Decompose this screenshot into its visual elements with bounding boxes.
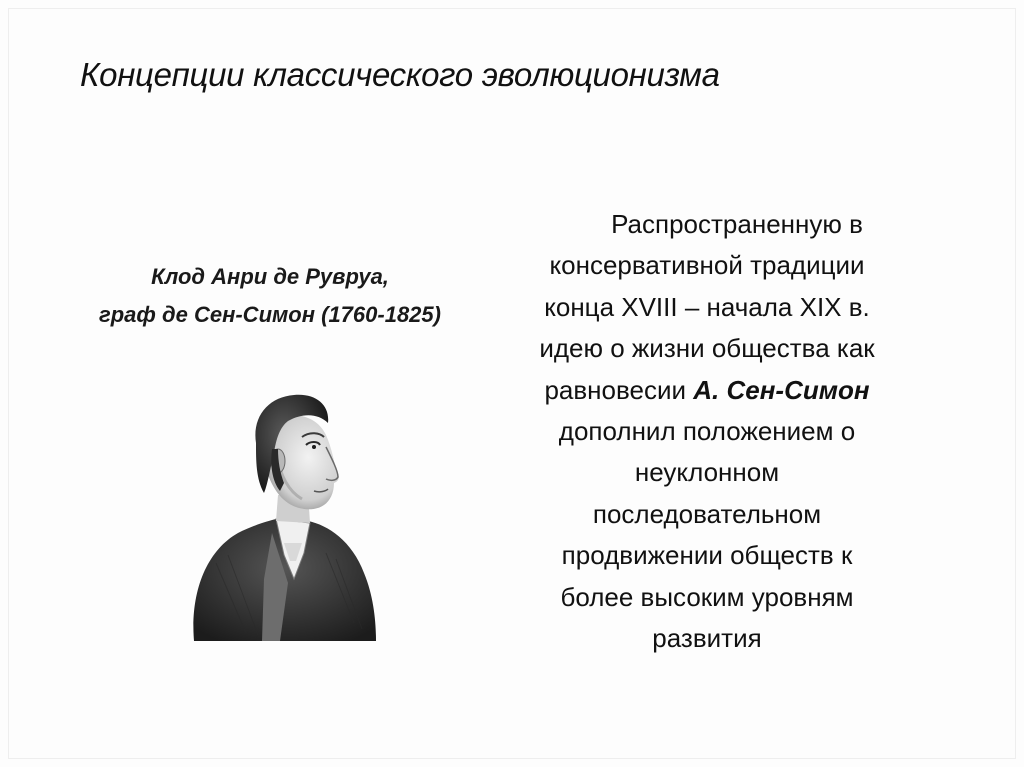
body-line-text: равновесии [544,374,694,405]
body-line: Распространенную в [611,209,863,239]
body-paragraph [482,204,932,659]
author-name-emphasis: А. Сен-Симон [693,374,870,405]
portrait-image [176,383,378,641]
slide-title: Концепции классического эволюционизма [80,56,720,93]
body-line: более высоким уровням [560,581,854,612]
body-line: последовательном [592,498,822,529]
caption-line-name: Клод Анри де Рувруа, [151,264,389,289]
body-line: дополнил положением о [558,416,856,447]
body-line: неуклонном [634,457,780,488]
body-line: консервативной традиции [549,250,865,281]
body-line: продвижении обществ к [561,540,853,571]
body-line: конца XVIII – начала XIX в. [544,291,870,322]
caption-line-title: граф де Сен-Симон (1760-1825) [99,302,441,327]
portrait-caption [40,258,500,334]
body-line: идею о жизни общества как [539,333,875,364]
body-line: развития [652,623,762,654]
body-line [482,370,932,411]
